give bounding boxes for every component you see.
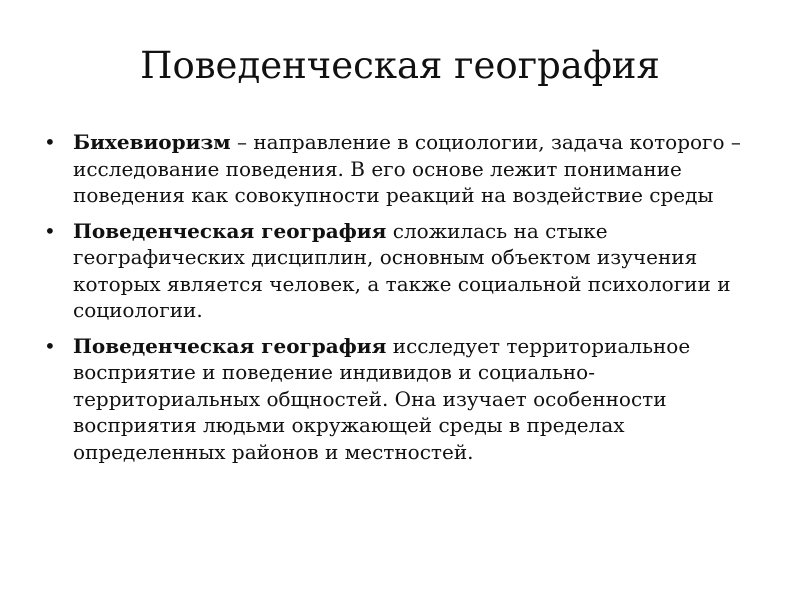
bullet-dot-icon: • <box>44 218 56 243</box>
bullet-item-origin <box>44 218 764 324</box>
slide-title: Поведенческая география <box>140 44 660 87</box>
bullet-item-research <box>44 333 764 466</box>
bullet-item-behaviorism <box>44 129 764 209</box>
bullet-text: – направление в социологии, задача которого – исследование поведения. В его основе лежит понимание поведения как совокупности реакций на воздействие среды <box>73 130 741 207</box>
bullet-dot-icon: • <box>44 130 56 154</box>
bullet-term: Бихевиоризм <box>73 130 231 154</box>
bullet-text: исследует территориальное восприятие и поведение индивидов и социально-территориальных общностей. Она изучает особенности восприятия людьми окружающей среды в пределах определенных районов и местностей. <box>73 333 691 464</box>
bullet-text: сложилась на стыке географических дисциплин, основным объектом изучения которых является человек, а также социальной психологии и социологии. <box>73 218 731 322</box>
bullet-dot-icon: • <box>44 333 56 358</box>
bullet-list <box>44 129 764 474</box>
bullet-term: Поведенческая география <box>73 218 387 243</box>
bullet-term: Поведенческая география <box>73 333 387 358</box>
